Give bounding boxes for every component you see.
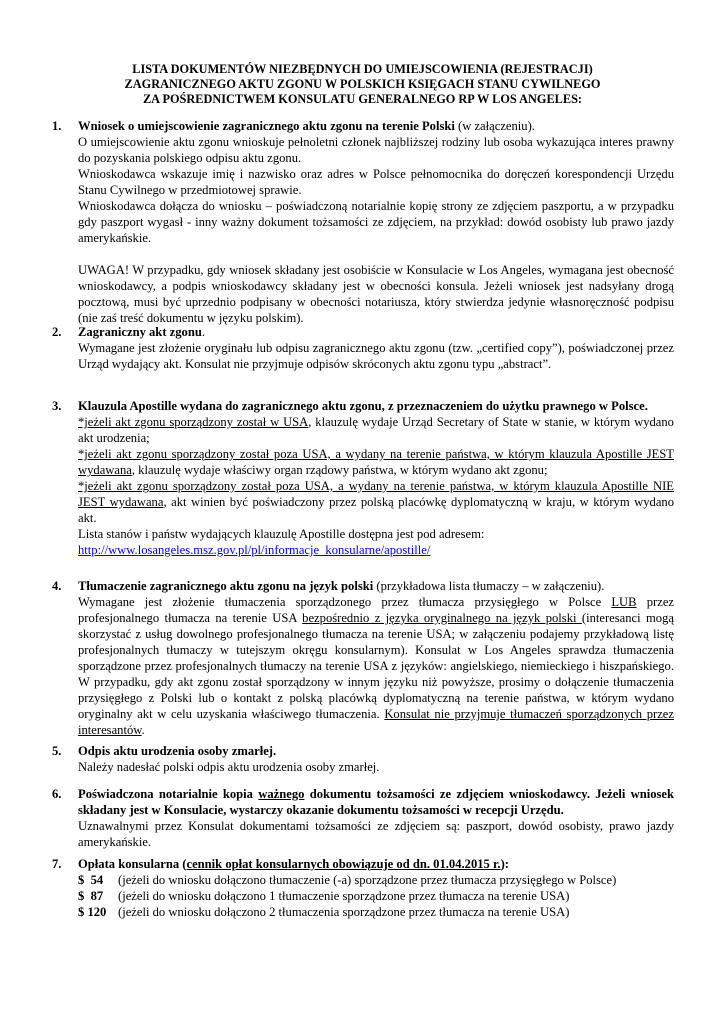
condition-text: , akt winien być poświadczony przez polską placówkę dyplomatyczną w kraju, w którym wydano akt. <box>78 495 675 525</box>
item-number: 4. <box>52 579 62 593</box>
text-run: ): <box>500 857 509 871</box>
document-title <box>60 62 665 107</box>
paragraph: Lista stanów i państw wydających klauzulę Apostille dostępna jest pod adresem: <box>78 527 485 541</box>
text-run: przez profesjonalnego tłumacza na terenie USA <box>78 595 674 625</box>
item-number: 7. <box>52 857 62 871</box>
item-number: 2. <box>52 325 62 339</box>
fee-row <box>78 904 674 920</box>
apostille-link[interactable]: http://www.losangeles.msz.gov.pl/pl/informacje_konsularne/apostille/ <box>78 543 431 557</box>
item-heading <box>78 786 674 818</box>
text-run: Poświadczona notarialnie kopia <box>78 787 259 801</box>
list-item-5 <box>52 743 674 775</box>
text-run: dokumentu tożsamości ze zdjęciem wnioskodawcy. Jeżeli wniosek składany jest w Konsulacie, wystarczy okazanie dokumentu tożsamości w recepcji Urzędu. <box>78 787 674 817</box>
paragraph: Wymagane jest złożenie oryginału lub odpisu zagranicznego aktu zgonu (tzw. „certified copy”), poświadczonej przez Urząd wydający akt. Konsulat nie przyjmuje odpisów skróconych aktu zgonu typu „abstract”. <box>78 341 674 371</box>
list-item-7 <box>52 856 674 920</box>
list-item-4 <box>52 578 674 738</box>
text-run: (interesanci mogą skorzystać z usług dowolnego profesjonalnego tłumacza na terenie USA; w załączeniu podajemy przykładową listę profesjonalnych tłumaczy w tutejszym okręgu konsularnym). Konsulat w Los Angeles sprawdza tłumaczenia sporządzone przez profesjonalnych tłumaczy na terenie USA z języków: angielskiego, niemieckiego i hiszpańskiego. W przypadku, gdy akt zgonu został sporządzony w innym języku niż powyższe, prosimy o dołączenie tłumaczenia przysięgłego z Polski lub o kontakt z polską placówką dyplomatyczną na terenie państwa, w którym wydano oryginalny akt w celu uzyskania właściwego tłumaczenia. <box>78 611 674 721</box>
item-heading: Opłata konsularna <box>78 857 180 871</box>
text-underlined: ważnego <box>258 787 305 801</box>
item-heading: Zagraniczny akt zgonu <box>78 325 202 339</box>
title-line-3: ZA POŚREDNICTWEM KONSULATU GENERALNEGO RP W LOS ANGELES: <box>142 92 583 106</box>
fee-amount: $ 54 <box>78 873 104 887</box>
fee-schedule-note: cennik opłat konsularnych obowiązuje od dn. 01.04.2015 r. <box>186 857 501 871</box>
fee-description: (jeżeli do wniosku dołączono 1 tłumaczenie sporządzone przez tłumacza na terenie USA) <box>118 889 570 903</box>
item-heading-suffix: . <box>273 744 277 758</box>
condition-text: , klauzulę wydaje Urząd Secretary of State w stanie, w którym wydano akt urodzenia; <box>78 415 674 445</box>
item-heading: Klauzula Apostille wydana do zagranicznego aktu zgonu, z przeznaczeniem do użytku prawnego w Polsce <box>78 399 645 413</box>
list-item-6 <box>52 786 674 850</box>
fee-amount: $ 87 <box>78 889 104 903</box>
item-heading-suffix: (przykładowa lista tłumaczy – w załączeniu). <box>373 579 605 593</box>
item-heading: Wniosek o umiejscowienie zagranicznego aktu zgonu na terenie Polski <box>78 119 455 133</box>
title-line-1: LISTA DOKUMENTÓW NIEZBĘDNYCH DO UMIEJSCOWIENIA (REJESTRACJI) <box>132 62 593 76</box>
item-number: 1. <box>52 119 62 133</box>
item-heading-suffix: . <box>644 399 648 413</box>
item-number: 5. <box>52 744 62 758</box>
condition-paragraph <box>78 478 674 526</box>
paragraph: O umiejscowienie aktu zgonu wnioskuje pełnoletni członek najbliższej rodziny lub osoba wykazująca interes prawny do pozyskania polskiego odpisu aktu zgonu. <box>78 135 674 165</box>
condition-underlined: *jeżeli akt zgonu sporządzony został poza USA, a wydany na terenie państwa, w którym klauzula Apostille NIE JEST wydawana <box>78 479 674 509</box>
list-item-1 <box>52 118 674 326</box>
fee-description: (jeżeli do wniosku dołączono 2 tłumaczenia sporządzone przez tłumacza na terenie USA) <box>118 905 570 919</box>
fee-row <box>78 872 674 888</box>
condition-text: , klauzulę wydaje właściwy organ rządowy państwa, w którym wydano akt zgonu; <box>131 463 548 477</box>
warning-paragraph: UWAGA! W przypadku, gdy wniosek składany jest osobiście w Konsulacie w Los Angeles, wymagana jest obecność wnioskodawcy, a podpis wnioskodawcy składany jest w obecności konsula. Jeżeli wniosek jest nadsyłany drogą pocztową, musi być uprzednio podpisany w obecności notariusza, który stwierdza jedynie własnoręczność podpisu (nie zaś treść dokumentu w języku polskim). <box>78 263 674 325</box>
paragraph: Uznawalnymi przez Konsulat dokumentami tożsamości ze zdjęciem są: paszport, dowód osobisty, prawo jazdy amerykańskie. <box>78 819 674 849</box>
condition-paragraph <box>78 446 674 478</box>
item-heading-suffix: (w załączeniu). <box>454 119 535 133</box>
item-number: 3. <box>52 399 62 413</box>
item-heading: Odpis aktu urodzenia osoby zmarłej <box>78 744 273 758</box>
paragraph: Należy nadesłać polski odpis aktu urodzenia osoby zmarłej. <box>78 760 380 774</box>
condition-underlined: *jeżeli akt zgonu sporządzony został w USA <box>78 415 309 429</box>
item-heading-suffix: . <box>201 325 206 339</box>
text-underlined: bezpośrednio z języka oryginalnego na język polski <box>302 611 582 625</box>
list-item-2 <box>52 324 674 372</box>
text-underlined: LUB <box>611 595 637 609</box>
fee-description: (jeżeli do wniosku dołączono tłumaczenie (-a) sporządzone przez tłumacza przysięgłego w Polsce) <box>118 873 617 887</box>
condition-paragraph <box>78 414 674 446</box>
title-line-2: ZAGRANICZNEGO AKTU ZGONU W POLSKICH KSIĘGACH STANU CYWILNEGO <box>124 77 601 91</box>
paragraph: Wnioskodawca dołącza do wniosku – poświadczoną notarialnie kopię strony ze zdjęciem paszportu, a w przypadku gdy paszport wygasł - inny ważny dokument tożsamości ze zdjęciem, na przykład: dowód osobisty lub prawo jazdy amerykańskie. <box>78 199 674 245</box>
paragraph: Wnioskodawca wskazuje imię i nazwisko oraz adres w Polsce pełnomocnika do doręczeń korespondencji Urzędu Stanu Cywilnego w przedmiotowej sprawie. <box>78 167 674 197</box>
item-heading: Tłumaczenie zagranicznego aktu zgonu na język polski <box>78 579 374 593</box>
text-underlined: Konsulat nie przyjmuje tłumaczeń sporządzonych przez interesantów <box>78 707 674 737</box>
text-run: . <box>141 723 145 737</box>
item-number: 6. <box>52 787 62 801</box>
text-run: Wymagane jest złożenie tłumaczenia sporządzonego przez tłumacza przysięgłego w Polsce <box>78 595 612 609</box>
condition-underlined: *jeżeli akt zgonu sporządzony został poza USA, a wydany na terenie państwa, w którym klauzula Apostille JEST wydawana <box>78 447 674 477</box>
fee-amount: $ 120 <box>78 905 107 919</box>
paragraph <box>78 594 674 738</box>
list-item-3 <box>52 398 674 558</box>
fee-row <box>78 888 674 904</box>
text-run: ( <box>179 857 187 871</box>
